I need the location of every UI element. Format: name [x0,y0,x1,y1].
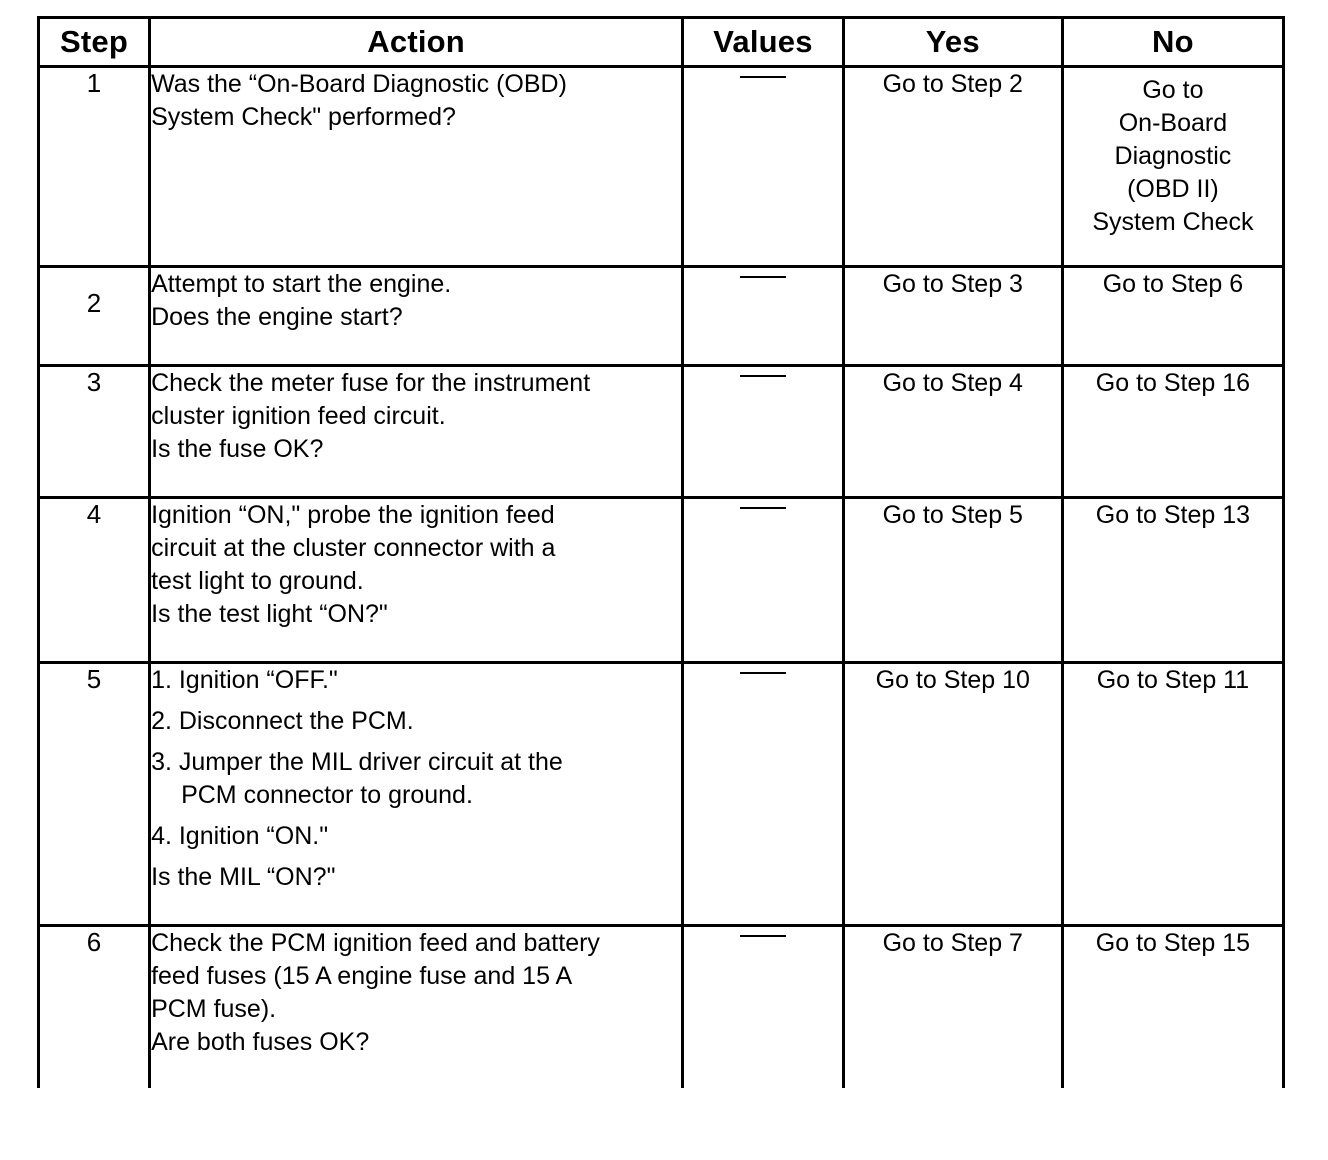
action-line: Does the engine start? [151,303,403,331]
header-row [39,18,1284,67]
dash-mark [740,375,786,377]
step-number: 1 [39,67,150,267]
no-line: System Check [1092,208,1254,236]
no-cell: Go to Step 16 [1062,366,1283,498]
action-line: cluster ignition feed circuit. [151,402,446,430]
action-line: PCM fuse). [151,995,277,1023]
table-row [39,926,1284,1088]
dash-mark [740,935,786,937]
no-cell: Go to Step 11 [1062,663,1283,926]
header-step: Step [39,18,150,67]
no-cell: Go to Step 6 [1062,267,1283,366]
yes-cell: Go to Step 3 [843,267,1062,366]
action-line: Attempt to start the engine. [151,270,452,298]
action-line: Check the meter fuse for the instrument [151,369,591,397]
no-line: (OBD II) [1127,175,1219,203]
step-number: 2 [39,267,150,366]
table-row [39,663,1284,926]
table-row [39,267,1284,366]
no-line: Diagnostic [1114,142,1232,170]
header-yes: Yes [843,18,1062,67]
values-cell [683,498,844,663]
no-cell: Go to Step 13 [1062,498,1283,663]
header-values: Values [683,18,844,67]
dash-mark [740,672,786,674]
no-line: Go to [1142,76,1204,104]
no-cell: Go to Step 15 [1062,926,1283,1088]
action-line: Was the “On-Board Diagnostic (OBD) [151,70,567,98]
table-row [39,498,1284,663]
action-line: Is the test light “ON?" [151,600,388,628]
dash-mark [740,76,786,78]
step-number: 4 [39,498,150,663]
action-line: System Check" performed? [151,103,456,131]
values-cell [683,67,844,267]
action-cell [150,67,683,267]
values-cell [683,926,844,1088]
dash-mark [740,507,786,509]
action-step-item: 2. Disconnect the PCM. [151,707,414,735]
action-line: Is the fuse OK? [151,435,324,463]
action-line: circuit at the cluster connector with a [151,534,556,562]
diagnostic-table [37,16,1285,1088]
action-step-item: 4. Ignition “ON." [151,822,329,850]
yes-cell: Go to Step 10 [843,663,1062,926]
step-number: 3 [39,366,150,498]
action-line: feed fuses (15 A engine fuse and 15 A [151,962,573,990]
yes-cell: Go to Step 4 [843,366,1062,498]
action-cell [150,498,683,663]
action-step-item: 3. Jumper the MIL driver circuit at the PCM connector to ground. [151,748,563,809]
yes-cell: Go to Step 2 [843,67,1062,267]
action-line: Are both fuses OK? [151,1028,370,1056]
step-number: 5 [39,663,150,926]
header-action: Action [150,18,683,67]
yes-cell: Go to Step 5 [843,498,1062,663]
values-cell [683,663,844,926]
action-line: Ignition “ON," probe the ignition feed [151,501,555,529]
diagnostic-table-container [37,16,1285,1089]
header-no: No [1062,18,1283,67]
action-cell [150,663,683,926]
action-cell [150,926,683,1088]
action-line: test light to ground. [151,567,364,595]
values-cell [683,267,844,366]
table-row [39,366,1284,498]
table-row [39,67,1284,267]
no-line: On-Board [1118,109,1228,137]
action-question: Is the MIL “ON?" [151,863,336,891]
action-step-item: 1. Ignition “OFF." [151,666,338,694]
yes-cell: Go to Step 7 [843,926,1062,1088]
step-number: 6 [39,926,150,1088]
action-cell [150,366,683,498]
no-cell [1062,67,1283,267]
values-cell [683,366,844,498]
dash-mark [740,276,786,278]
action-cell [150,267,683,366]
action-line: Check the PCM ignition feed and battery [151,929,600,957]
